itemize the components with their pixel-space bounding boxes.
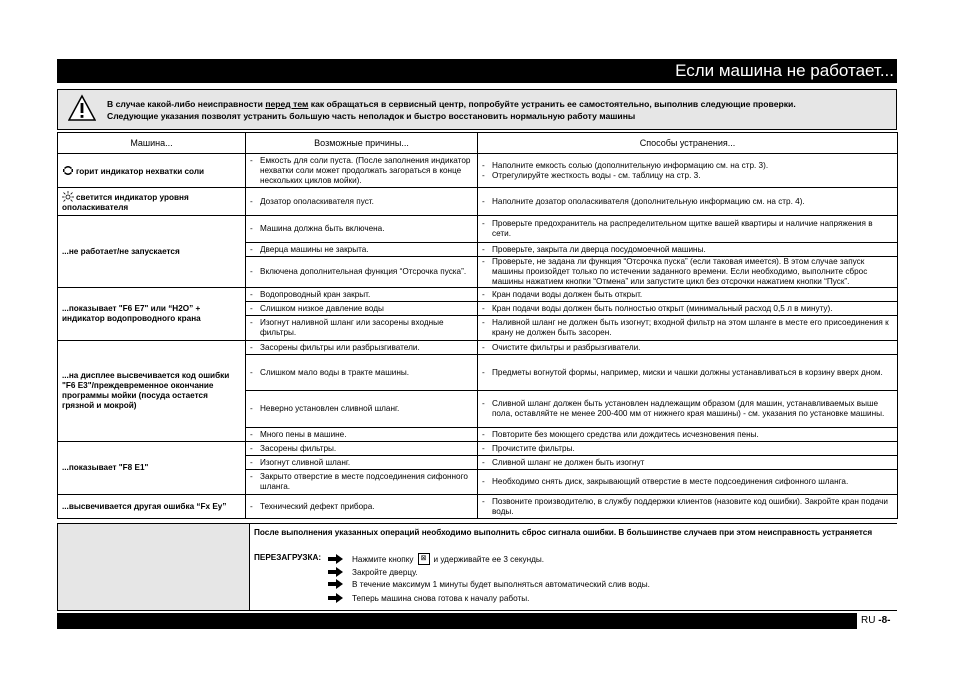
reset-label: ПЕРЕЗАГРУЗКА: — [254, 553, 322, 562]
machine-condition — [58, 188, 246, 216]
possible-cause — [246, 288, 478, 302]
cause-text: - Емкость для соли пуста. (После заполнения индикатор нехватки соли может продолжать загораться в конце нескольких циклов мойки). — [250, 156, 473, 186]
remedy-text: - Позвоните производителю, в службу поддержки клиентов (назовите код ошибки). Закройте кран подачи воды. — [482, 497, 893, 517]
header-machine: Машина... — [58, 133, 246, 154]
remedy-text: - Проверьте предохранитель на распределительном щитке вашей квартиры и наличие напряжения в сети. — [482, 219, 893, 239]
remedy-text: - Предметы вогнутой формы, например, миски и чашки должны устанавливаться в корзину вверх дном. — [482, 368, 893, 378]
reset-step-1 — [328, 553, 544, 565]
table-row — [58, 188, 898, 216]
reset-step-4-text: Теперь машина снова готова к началу работы. — [352, 593, 530, 603]
warning-triangle-icon — [68, 94, 96, 122]
remedy-text: - Повторите без моющего средства или дождитесь исчезновения пены. — [482, 430, 893, 440]
remedy-text: - Проверьте, закрыта ли дверца посудомоечной машины. — [482, 245, 893, 255]
remedy-text: - Прочистите фильтры. — [482, 444, 893, 454]
cause-text: - Машина должна быть включена. — [250, 224, 473, 234]
page-number-box — [857, 613, 897, 629]
possible-cause — [246, 302, 478, 316]
table-row — [58, 442, 898, 456]
arrow-right-icon — [328, 579, 343, 589]
remedy — [478, 216, 898, 243]
remedy-text: - Кран подачи воды должен быть открыт. — [482, 290, 893, 300]
reset-step-3 — [328, 579, 650, 589]
remedy-text: - Очистите фильтры и разбрызгиватели. — [482, 343, 893, 353]
possible-cause — [246, 216, 478, 243]
warning-line1-pre: В случае какой-либо неисправности — [107, 99, 266, 109]
remedy — [478, 442, 898, 456]
possible-cause — [246, 154, 478, 188]
cause-text: - Дозатор ополаскивателя пуст. — [250, 197, 473, 207]
machine-condition-text: горит индикатор нехватки соли — [76, 166, 205, 176]
cause-text: - Водопроводный кран закрыт. — [250, 290, 473, 300]
reset-step-4 — [328, 593, 529, 603]
warning-line2: Следующие указания позволят устранить большую часть неполадок и быстро восстановить нормальную работу машины — [107, 111, 636, 121]
cause-text: - Изогнут наливной шланг или засорены входные фильтры. — [250, 318, 473, 338]
arrow-right-icon — [328, 554, 343, 564]
machine-condition-text: ...на дисплее высвечивается код ошибки "F6 E3"/преждевременное окончание программы мойки (посуда остается грязной и мокрой) — [62, 371, 230, 410]
cause-text: - Неверно установлен сливной шланг. — [250, 404, 473, 414]
arrow-right-icon — [328, 593, 343, 603]
table-row — [58, 341, 898, 355]
header-causes: Возможные причины... — [246, 133, 478, 154]
cause-text: - Дверца машины не закрыта. — [250, 245, 473, 255]
possible-cause — [246, 341, 478, 355]
machine-condition — [58, 154, 246, 188]
possible-cause — [246, 188, 478, 216]
machine-condition — [58, 442, 246, 495]
remedy — [478, 470, 898, 495]
remedy-text: - Наполните дозатор ополаскивателя (дополнительную информацию см. на стр. 4). — [482, 197, 893, 207]
remedy-text: - Сливной шланг должен быть установлен надлежащим образом (для машин, устанавливаемых выше пола, оставляйте не менее 200-400 мм от нижнего края машины) - см. указания по установке машины. — [482, 399, 893, 419]
remedy-text: - Наливной шланг не должен быть изогнут; входной фильтр на этом шланге в месте его присоединения к крану не должен быть засорен. — [482, 318, 893, 338]
footer-lang: RU — [861, 615, 876, 626]
possible-cause — [246, 355, 478, 391]
table-row — [58, 216, 898, 243]
remedy — [478, 257, 898, 288]
cause-text: - Закрыто отверстие в месте подсоединения сифонного шланга. — [250, 472, 473, 492]
remedy — [478, 456, 898, 470]
possible-cause — [246, 495, 478, 519]
possible-cause — [246, 391, 478, 428]
remedy-text: - Проверьте, не задана ли функция “Отсрочка пуска” (если таковая имеется). В этом случае запуск машины произойдет только по истечении заданного времени. Если необходимо, выполните сброс машины нажатием кнопки “Отмена” или запустите цикл без отсрочки нажатием кнопки “Пуск”. — [482, 257, 893, 287]
possible-cause — [246, 470, 478, 495]
remedy — [478, 154, 898, 188]
machine-condition-text: ...показывает "F8 E1" — [62, 463, 149, 472]
remedy — [478, 302, 898, 316]
cause-text: - Изогнут сливной шланг. — [250, 458, 473, 468]
footer-bar — [57, 613, 897, 629]
title-bar — [57, 59, 897, 83]
cause-text: - Много пены в машине. — [250, 430, 473, 440]
machine-condition-text: ...высвечивается другая ошибка “Fx Ey” — [62, 501, 227, 511]
table-row — [58, 154, 898, 188]
machine-condition — [58, 216, 246, 288]
machine-condition-text: ...не работает/не запускается — [62, 246, 180, 256]
cause-text: - Технический дефект прибора. — [250, 502, 473, 512]
remedy — [478, 316, 898, 341]
remedy — [478, 288, 898, 302]
possible-cause — [246, 428, 478, 442]
warning-line1-post: как обращаться в сервисный центр, попробуйте устранить ее самостоятельно, выполнив следующие проверки. — [308, 99, 796, 109]
remedy — [478, 428, 898, 442]
page-title: Если машина не работает... — [675, 61, 894, 80]
warning-text — [107, 98, 796, 122]
arrow-right-icon — [328, 567, 343, 577]
cause-text: - Включена дополнительная функция “Отсрочка пуска”. — [250, 267, 473, 277]
warning-box — [57, 89, 897, 130]
machine-condition-text: ...показывает "F6 E7" или “H2O” + индикатор водопроводного крана — [62, 304, 201, 323]
machine-condition — [58, 288, 246, 341]
reset-step-1-pre: Нажмите кнопку — [352, 554, 414, 564]
cause-text: - Засорены фильтры. — [250, 444, 473, 454]
rinse-aid-icon — [62, 191, 74, 202]
table-row — [58, 288, 898, 302]
possible-cause — [246, 257, 478, 288]
remedy-text: - Отрегулируйте жесткость воды - см. таблицу на стр. 3. — [482, 171, 893, 181]
troubleshooting-table — [57, 132, 898, 519]
cancel-button-icon: ⊠ — [418, 553, 430, 565]
header-remedies: Способы устранения... — [478, 133, 898, 154]
remedy — [478, 243, 898, 257]
reset-step-1-post: и удерживайте ее 3 секунды. — [433, 554, 545, 564]
machine-condition — [58, 341, 246, 442]
remedy — [478, 341, 898, 355]
reset-panel — [249, 524, 897, 610]
reset-box — [57, 523, 897, 611]
salt-icon — [62, 165, 74, 176]
remedy-text: - Сливной шланг не должен быть изогнут — [482, 458, 893, 468]
possible-cause — [246, 456, 478, 470]
table-header-row — [58, 133, 898, 154]
remedy — [478, 355, 898, 391]
cause-text: - Засорены фильтры или разбрызгиватели. — [250, 343, 473, 353]
possible-cause — [246, 442, 478, 456]
remedy-text: - Наполните емкость солью (дополнительную информацию см. на стр. 3). — [482, 161, 893, 171]
cause-text: - Слишком низкое давление воды — [250, 304, 473, 314]
page-number: -8- — [878, 615, 891, 626]
machine-condition-text: светится индикатор уровня ополаскивателя — [62, 192, 189, 212]
cause-text: - Слишком мало воды в тракте машины. — [250, 368, 473, 378]
possible-cause — [246, 243, 478, 257]
remedy — [478, 391, 898, 428]
reset-step-2-text: Закройте дверцу. — [352, 567, 418, 577]
reset-intro: После выполнения указанных операций необходимо выполнить сброс сигнала ошибки. В большинстве случаев при этом неисправность устраняется — [254, 528, 873, 537]
remedy — [478, 495, 898, 519]
reset-step-3-text: В течение максимум 1 минуты будет выполняться автоматический слив воды. — [352, 579, 650, 589]
remedy-text: - Необходимо снять диск, закрывающий отверстие в месте подсоединения сифонного шланга. — [482, 477, 893, 487]
remedy — [478, 188, 898, 216]
machine-condition — [58, 495, 246, 519]
warning-line1-underline: перед тем — [265, 99, 309, 109]
reset-step-2 — [328, 567, 418, 577]
table-row — [58, 495, 898, 519]
remedy-text: - Кран подачи воды должен быть полностью открыт (минимальный расход 0,5 л в минуту). — [482, 304, 893, 314]
possible-cause — [246, 316, 478, 341]
